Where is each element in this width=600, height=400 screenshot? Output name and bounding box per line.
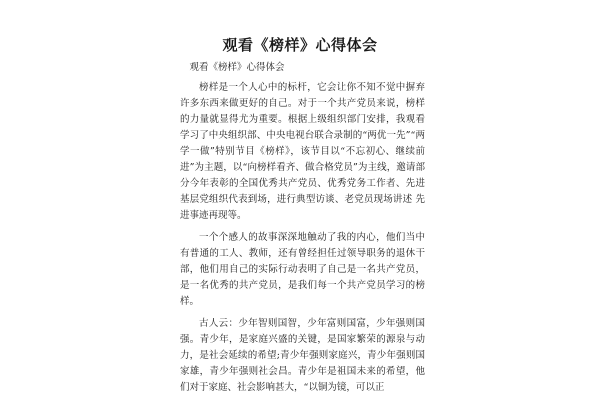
paragraph: 一个个感人的故事深深地触动了我的内心，他们当中有普通的工人、教师，还有曾经担任过领导职务的退休干部，他们用自己的实际行动表明了自己是一名共产党员，是一名优秀的共产党员，是我们每一个共产党员学习的榜样。 (180, 232, 425, 307)
paragraph: 古人云：少年智则国智，少年富则国富，少年强则国强。青少年，是家庭兴盛的关键，是国家繁荣的源泉与动力，是社会延续的希望;青少年强则家庭兴，青少年强则国家雄，青少年强则社会昌。青少年是祖国未来的希望，他们对于家庭、社会影响甚大，“以铜为镜，可以正 (180, 318, 425, 393)
paragraph: 榜样是一个人心中的标杆，它会让你不知不觉中摒弃许多东西来做更好的自己。对于一个共产党员来说，榜样的力量就显得尤为重要。根据上级组织部门安排，我观看学习了中央组织部、中央电视台联合录制的“两优一先”“两学一做”特别节目《榜样》，该节目以“不忘初心、继续前进”为主题，以“向榜样看齐、做合格党员”为主线，邀请部分今年表彰的全国优秀共产党员、优秀党务工作者、先进基层党组织代表到场，进行典型访谈、老党员现场讲述 先进事迹再现等。 (180, 82, 425, 221)
document-subtitle: 观看《榜样》心得体会 (189, 62, 285, 73)
document-title: 观看《榜样》心得体会 (222, 36, 378, 54)
document-body (180, 60, 425, 396)
